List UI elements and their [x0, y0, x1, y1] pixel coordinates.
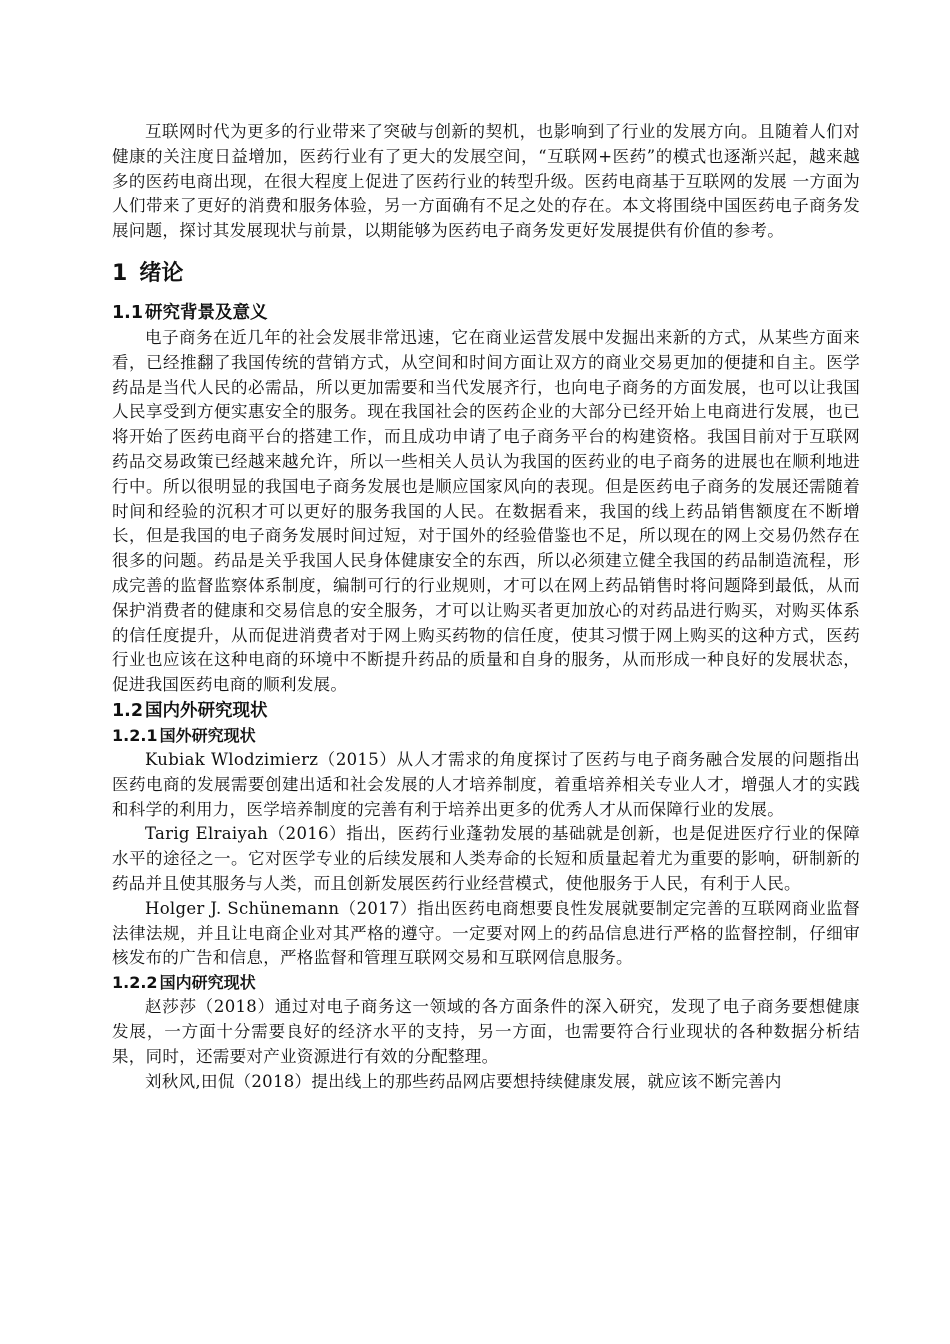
section-1-1-heading — [112, 300, 860, 326]
section-1-1-title: 研究背景及意义 — [145, 302, 268, 323]
section-1-2-1-number: 1.2.1 — [112, 725, 158, 745]
section-1-2-heading — [112, 698, 860, 724]
section-1-1-number: 1.1 — [112, 302, 144, 323]
section-1-2-number: 1.2 — [112, 700, 144, 721]
document-page — [112, 120, 860, 1094]
section-1-2-title: 国内外研究现状 — [145, 700, 268, 721]
domestic-research-paragraph: 刘秋风,田侃（2018）提出线上的那些药品网店要想持续健康发展，就应该不断完善内 — [145, 1071, 782, 1091]
section-1-2-2-title: 国内研究现状 — [159, 973, 256, 993]
foreign-research-paragraph: Tarig Elraiyah（2016）指出，医药行业蓬勃发展的基础就是创新，也是促进医疗行业的保障水平的途径之一。它对医学专业的后续发展和人类寿命的长短和质量起着尤为重要的影响，研制新的药品并且使其服务与人类，而且创新发展医药行业经营模式，使他服务于人民，有利于人民。 — [112, 824, 860, 893]
chapter-heading — [112, 258, 860, 290]
chapter-title: 绪论 — [139, 260, 184, 286]
foreign-research-paragraph: Kubiak Wlodzimierz（2015）从人才需求的角度探讨了医药与电子商务融合发展的问题指出医药电商的发展需要创建出适和社会发展的人才培养制度，着重培养相关专业人才，增强人才的实践和科学的利用力，医学培养制度的完善有利于培养出更多的优秀人才从而保障行业的发展。 — [112, 749, 860, 819]
section-1-2-1-heading — [112, 724, 860, 748]
intro-paragraph: 互联网时代为更多的行业带来了突破与创新的契机，也影响到了行业的发展方向。且随着人们对健康的关注度日益增加，医药行业有了更大的发展空间，“互联网+医药”的模式也逐渐兴起，越来越多的医药电商出现，在很大程度上促进了医药行业的转型升级。医药电商基于互联网的发展 一方面为人们带来了更好的消费和服务体验，另一方面确有不足之处的存在。本文将围绕中国医药电子商务发展问题，探讨其发展现状与前景，以期能够为医药电子商务发更好发展提供有价值的参考。 — [112, 122, 860, 241]
section-1-2-2-number: 1.2.2 — [112, 973, 158, 993]
section-1-2-2-heading — [112, 971, 860, 995]
section-1-2-1-title: 国外研究现状 — [159, 725, 256, 745]
foreign-research-paragraph: Holger J. Schünemann（2017）指出医药电商想要良性发展就要制定完善的互联网商业监督法律法规，并且让电商企业对其严格的遵守。一定要对网上的药品信息进行严格的监督控制，仔细审核发布的广告和信息，严格监督和管理互联网交易和互联网信息服务。 — [112, 898, 860, 968]
domestic-research-paragraph: 赵莎莎（2018）通过对电子商务这一领域的各方面条件的深入研究，发现了电子商务要想健康发展，一方面十分需要良好的经济水平的支持，另一方面，也需要符合行业现状的各种数据分析结果，同时，还需要对产业资源进行有效的分配整理。 — [112, 997, 860, 1066]
section-1-1-paragraph: 电子商务在近几年的社会发展非常迅速，它在商业运营发展中发掘出来新的方式，从某些方面来看，已经推翻了我国传统的营销方式，从空间和时间方面让双方的商业交易更加的便捷和自主。医学药品是当代人民的必需品，所以更加需要和当代发展齐行，也向电子商务的方面发展，也可以让我国人民享受到方便实惠安全的服务。现在我国社会的医药企业的大部分已经开始上电商进行发展，也已将开始了医药电商平台的搭建工作，而且成功申请了电子商务平台的构建资格。我国目前对于互联网药品交易政策已经越来越允许，所以一些相关人员认为我国的医药业的电子商务的进展也在顺利地进行中。所以很明显的我国电子商务发展也是顺应国家风向的表现。但是医药电子商务的发展还需随着时间和经验的沉积才可以更好的服务我国的人民。在数据看来，我国的线上药品销售额度在不断增长，但是我国的电子商务发展时间过短，对于国外的经验借鉴也不足，所以现在的网上交易仍然存在很多的问题。药品是关乎我国人民身体健康安全的东西，所以必须建立健全我国的药品制造流程，形成完善的监督监察体系制度，编制可行的行业规则，才可以在网上药品销售时将问题降到最低，从而保护消费者的健康和交易信息的安全服务，才可以让购买者更加放心的对药品进行购买，对购买体系的信任度提升，从而促进消费者对于网上购买药物的信任度，使其习惯于网上购买的这种方式，医药行业也应该在这种电商的环境中不断提升药品的质量和自身的服务，从而形成一种良好的发展状态，促进我国医药电商的顺利发展。 — [112, 327, 860, 695]
chapter-number: 1 — [112, 260, 128, 286]
